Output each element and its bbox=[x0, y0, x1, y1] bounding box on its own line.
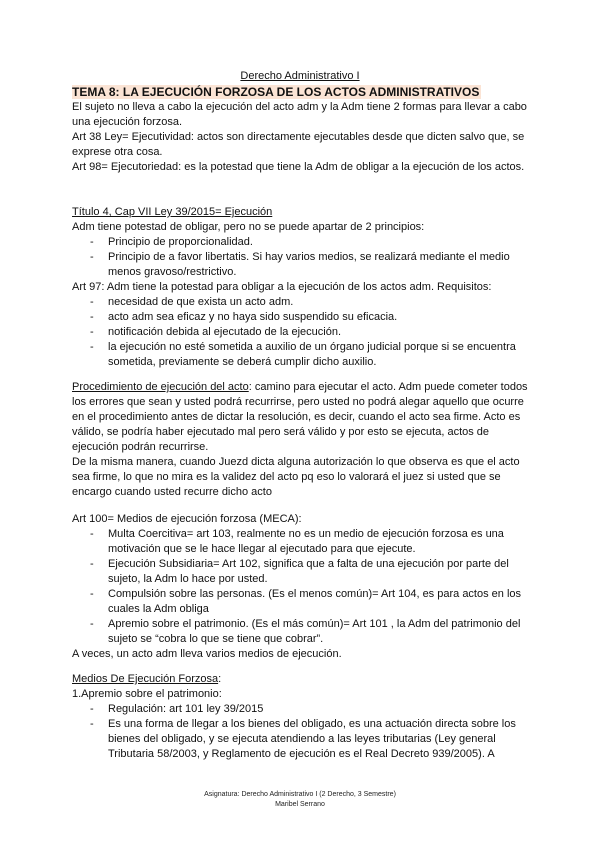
procedimiento-text: : camino para ejecutar el acto. Adm puede cometer todos los errores que sean y usted podrá recurrirse, pero usted no podrá alegar aquello que ocurre en el procedimiento antes de dictar la resolución, es decir, cuando el acto sea firme. Acto es válido, se podría haber ejecutado mal pero será válido y por esto se ejecuta, actos de ejecución podrán recurrirse. bbox=[72, 381, 528, 453]
intro-paragraph: Art 98= Ejecutoriedad: es la potestad que tiene la Adm de obligar a la ejecución de los actos. bbox=[72, 161, 525, 173]
section-ejecucion bbox=[72, 205, 528, 370]
section-medios bbox=[72, 512, 528, 662]
footer-author: Maribel Serrano bbox=[275, 801, 325, 808]
apremio-list bbox=[72, 702, 528, 762]
section-title-line bbox=[72, 672, 528, 687]
art97-paragraph: Art 97: Adm tiene la potestad para obligar a la ejecución de los actos adm. Requisitos: bbox=[72, 281, 492, 293]
section-title: Medios De Ejecución Forzosa bbox=[72, 673, 219, 685]
section-procedimiento bbox=[72, 380, 528, 500]
section-lead: Adm tiene potestad de obligar, pero no se puede apartar de 2 principios: bbox=[72, 221, 425, 233]
intro-paragraph: El sujeto no lleva a cabo la ejecución del acto adm y la Adm tiene 2 formas para llevar a cabo una ejecución forzosa. bbox=[72, 101, 527, 128]
course-title: Derecho Administrativo I bbox=[240, 70, 360, 82]
list-item: - la ejecución no esté sometida a auxilio de un órgano judicial porque si se encuentra sometida, previamente se deberá cumplir dicho auxilio. bbox=[72, 340, 528, 370]
list-item: - Compulsión sobre las personas. (Es el menos común)= Art 104, es para actos en los cuales la Adm obliga bbox=[72, 587, 528, 617]
requisites-list bbox=[72, 295, 528, 370]
subsection-title: 1.Apremio sobre el patrimonio: bbox=[72, 688, 222, 700]
list-item: - Multa Coercitiva= art 103, realmente no es un medio de ejecución forzosa es una motivación que se le hace llegar al ejecutado para que ejecute. bbox=[72, 527, 528, 557]
section-title: Procedimiento de ejecución del acto bbox=[72, 381, 249, 393]
list-item: - necesidad de que exista un acto adm. bbox=[72, 295, 528, 310]
section-medios-forzosa bbox=[72, 672, 528, 762]
procedimiento-paragraph-2: De la misma manera, cuando Juezd dicta alguna autorización lo que observa es que el acto sea firme, lo que no mira es la validez del acto pq eso lo valorará el juez si usted que se encargo cuando usted recurre dicho acto bbox=[72, 456, 520, 498]
list-item: - notificación debida al ejecutado de la ejecución. bbox=[72, 325, 528, 340]
list-item: - Principio de proporcionalidad. bbox=[72, 235, 528, 250]
closing-paragraph: A veces, un acto adm lleva varios medios de ejecución. bbox=[72, 648, 342, 660]
list-item: - Principio de a favor libertatis. Si hay varios medios, se realizará mediante el medio menos gravoso/restrictivo. bbox=[72, 250, 528, 280]
footer-subject: Asignatura: Derecho Administrativo I (2 Derecho, 3 Semestre) bbox=[204, 791, 396, 798]
section-title-colon: : bbox=[218, 673, 222, 685]
list-item: - acto adm sea eficaz y no haya sido suspendido su eficacia. bbox=[72, 310, 528, 325]
section-lead: Art 100= Medios de ejecución forzosa (MECA): bbox=[72, 513, 302, 525]
page-footer bbox=[0, 790, 600, 810]
principles-list bbox=[72, 235, 528, 280]
intro-paragraph: Art 38 Ley= Ejecutividad: actos son directamente ejecutables desde que dicten salvo que, se exprese otra cosa. bbox=[72, 131, 525, 158]
list-item: - Regulación: art 101 ley 39/2015 bbox=[72, 702, 528, 717]
list-item: - Apremio sobre el patrimonio. (Es el más común)= Art 101 , la Adm del patrimonio del sujeto se “cobra lo que se tiene que cobrar”. bbox=[72, 617, 528, 647]
topic-heading: TEMA 8: LA EJECUCIÓN FORZOSA DE LOS ACTOS ADMINISTRATIVOS bbox=[72, 85, 480, 99]
section-title: Título 4, Cap VII Ley 39/2015= Ejecución bbox=[72, 206, 273, 218]
procedimiento-paragraph bbox=[72, 380, 528, 455]
list-item: - Es una forma de llegar a los bienes del obligado, es una actuación directa sobre los bienes del obligado, y se ejecuta atendiendo a las leyes tributarias (Ley general Tributaria 58/2003, y Reglamento de ejecución es el Real Decreto 939/2005). A bbox=[72, 717, 528, 762]
list-item: - Ejecución Subsidiaria= Art 102, significa que a falta de una ejecución por parte del sujeto, la Adm lo hace por usted. bbox=[72, 557, 528, 587]
medios-list bbox=[72, 527, 528, 647]
intro-block bbox=[72, 100, 528, 175]
